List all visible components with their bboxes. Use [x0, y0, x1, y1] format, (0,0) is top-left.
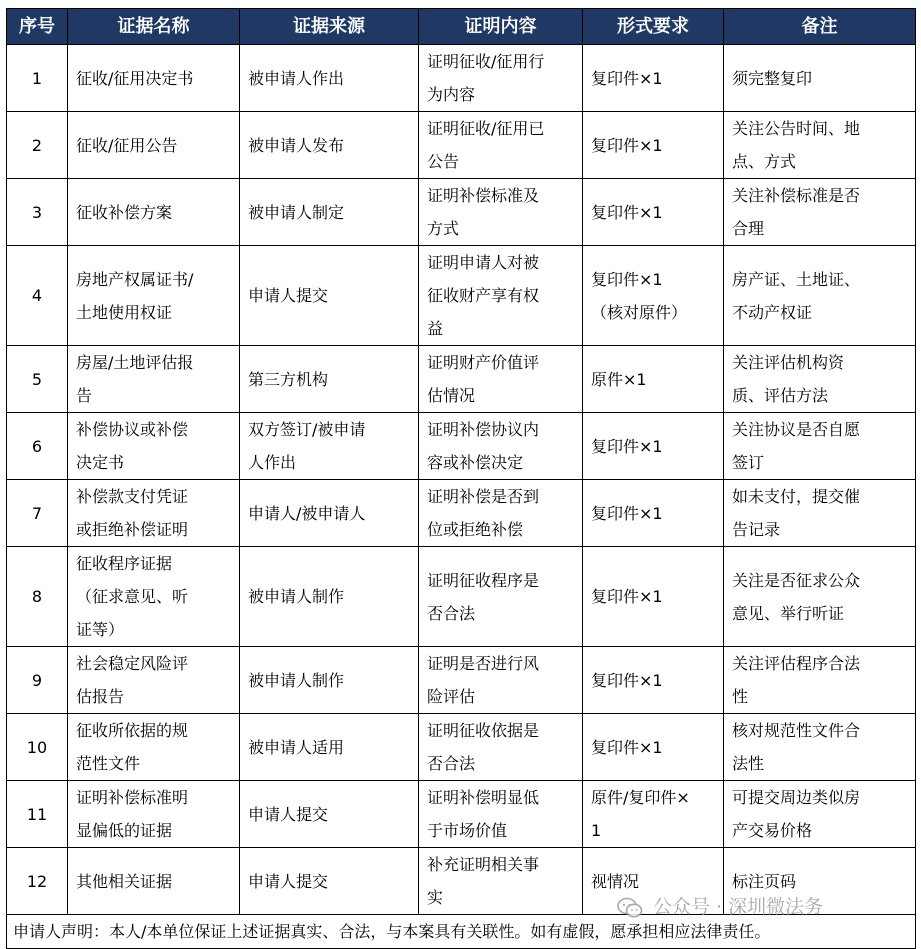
cell-proof-content-line: 证明征收程序是: [427, 570, 540, 590]
cell-index: 10: [7, 714, 68, 781]
cell-form-requirement-line: 复印件×1: [591, 68, 663, 88]
cell-evidence-name-line: 房屋/土地评估报: [76, 353, 194, 372]
cell-proof-content-line: 证明补偿是否到: [427, 487, 540, 506]
cell-proof-content: [419, 781, 583, 848]
cell-form-requirement-line: 复印件×1: [591, 436, 663, 456]
cell-proof-content-line: 否合法: [427, 754, 476, 773]
cell-remarks: [724, 246, 916, 346]
header-evidence-source: 证据来源: [240, 9, 419, 45]
cell-form-requirement: [583, 714, 724, 781]
cell-proof-content-line: 征收财产享有权: [427, 286, 540, 305]
cell-remarks-line: 如未支付，提交催: [732, 487, 861, 506]
cell-evidence-source-line: 人作出: [248, 453, 297, 472]
cell-proof-content: [419, 647, 583, 714]
cell-proof-content-line: 证明征收/征用行: [427, 52, 545, 71]
cell-evidence-name-line: 土地使用权证: [76, 302, 173, 322]
cell-remarks: [724, 480, 916, 547]
cell-evidence-name-line: 补偿款支付凭证: [76, 487, 189, 506]
cell-evidence-source: [240, 647, 419, 714]
cell-remarks-line: 意见、举行听证: [732, 603, 845, 623]
cell-form-requirement: [583, 45, 724, 112]
cell-evidence-source: [240, 179, 419, 246]
cell-evidence-source-line: 被申请人发布: [248, 135, 345, 155]
cell-evidence-source: [240, 848, 419, 915]
cell-proof-content: [419, 413, 583, 480]
cell-evidence-name: [68, 781, 240, 848]
cell-evidence-source-line: 申请人提交: [248, 286, 329, 305]
cell-evidence-name: [68, 480, 240, 547]
cell-index: 11: [7, 781, 68, 848]
cell-evidence-name: [68, 647, 240, 714]
header-remarks: 备注: [724, 9, 916, 45]
table-row: [7, 547, 916, 647]
cell-evidence-name-line: 其他相关证据: [76, 871, 173, 891]
cell-form-requirement: [583, 179, 724, 246]
cell-remarks-line: 标注页码: [732, 871, 797, 891]
cell-index: 3: [7, 179, 68, 246]
cell-evidence-name-line: 社会稳定风险评: [76, 654, 189, 673]
cell-evidence-source-line: 被申请人适用: [248, 737, 345, 757]
cell-proof-content-line: 益: [427, 319, 444, 338]
cell-evidence-source-line: 双方签订/被申请: [248, 420, 366, 439]
cell-remarks: [724, 547, 916, 647]
cell-proof-content: [419, 45, 583, 112]
cell-form-requirement: [583, 547, 724, 647]
cell-remarks: [724, 45, 916, 112]
cell-evidence-name-line: 征收程序证据: [76, 554, 173, 573]
cell-proof-content-line: 位或拒绝补偿: [427, 520, 524, 539]
cell-evidence-source-line: 被申请人制作: [248, 670, 345, 690]
cell-form-requirement: [583, 346, 724, 413]
cell-evidence-name: [68, 848, 240, 915]
cell-index: 8: [7, 547, 68, 647]
cell-remarks-line: 性: [732, 687, 749, 706]
cell-evidence-source: [240, 781, 419, 848]
cell-evidence-source-line: 申请人/被申请人: [248, 503, 366, 523]
table-header-row: [7, 9, 916, 45]
cell-evidence-name-line: 决定书: [76, 453, 125, 472]
cell-remarks-line: 关注补偿标准是否: [732, 186, 861, 205]
cell-remarks-line: 关注公告时间、地: [732, 119, 861, 138]
cell-index: 2: [7, 112, 68, 179]
cell-remarks: [724, 346, 916, 413]
cell-remarks-line: 不动产权证: [732, 302, 813, 322]
cell-evidence-name-line: 征收/征用决定书: [76, 68, 194, 88]
cell-proof-content: [419, 112, 583, 179]
cell-proof-content: [419, 179, 583, 246]
cell-evidence-name-line: 显偏低的证据: [76, 821, 173, 840]
cell-remarks-line: 关注协议是否自愿: [732, 420, 861, 439]
table-row: [7, 179, 916, 246]
table-row: [7, 714, 916, 781]
cell-index: 6: [7, 413, 68, 480]
cell-proof-content: [419, 346, 583, 413]
cell-evidence-name: [68, 547, 240, 647]
cell-evidence-name: [68, 112, 240, 179]
cell-proof-content-line: 为内容: [427, 85, 476, 104]
cell-proof-content-line: 补充证明相关事: [427, 855, 540, 874]
cell-proof-content-line: 证明征收/征用已: [427, 119, 545, 138]
header-evidence-name: 证据名称: [68, 9, 240, 45]
cell-evidence-source-line: 被申请人制定: [248, 202, 345, 222]
cell-form-requirement-line: 1: [591, 821, 602, 840]
cell-proof-content-line: 容或补偿决定: [427, 453, 524, 472]
evidence-table: [6, 8, 916, 949]
cell-remarks: [724, 112, 916, 179]
cell-evidence-source: [240, 112, 419, 179]
cell-form-requirement-line: 复印件×1: [591, 737, 663, 757]
cell-form-requirement-line: 复印件×1: [591, 202, 663, 222]
cell-proof-content-line: 险评估: [427, 687, 476, 706]
cell-remarks: [724, 179, 916, 246]
cell-index: 5: [7, 346, 68, 413]
table-row: [7, 112, 916, 179]
cell-remarks-line: 点、方式: [732, 152, 797, 171]
cell-form-requirement-line: （核对原件）: [591, 302, 688, 322]
cell-form-requirement: [583, 413, 724, 480]
cell-proof-content-line: 估情况: [427, 386, 476, 405]
cell-evidence-source-line: 被申请人作出: [248, 68, 345, 88]
cell-evidence-source-line: 申请人提交: [248, 804, 329, 824]
cell-remarks-line: 签订: [732, 453, 765, 472]
cell-proof-content-line: 否合法: [427, 603, 476, 623]
cell-evidence-source-line: 被申请人制作: [248, 587, 345, 606]
cell-index: 12: [7, 848, 68, 915]
cell-form-requirement: [583, 647, 724, 714]
cell-evidence-name-line: 补偿协议或补偿: [76, 420, 189, 439]
table-row: [7, 246, 916, 346]
cell-evidence-name-line: 征收补偿方案: [76, 202, 173, 222]
cell-evidence-source-line: 申请人提交: [248, 871, 329, 891]
cell-form-requirement: [583, 246, 724, 346]
cell-remarks: [724, 848, 916, 915]
cell-evidence-name-line: 范性文件: [76, 754, 141, 773]
cell-proof-content-line: 证明补偿标准及: [427, 186, 540, 205]
cell-proof-content-line: 实: [427, 888, 444, 907]
cell-remarks-line: 核对规范性文件合: [732, 721, 861, 740]
table-row: [7, 480, 916, 547]
cell-proof-content: [419, 547, 583, 647]
cell-proof-content: [419, 246, 583, 346]
cell-index: 7: [7, 480, 68, 547]
cell-remarks-line: 关注评估机构资: [732, 353, 845, 372]
table-row: [7, 848, 916, 915]
cell-evidence-name-line: 证等）: [76, 620, 125, 639]
cell-evidence-name: [68, 413, 240, 480]
cell-remarks: [724, 714, 916, 781]
cell-evidence-source-line: 第三方机构: [248, 369, 329, 389]
footer-row: [7, 915, 916, 949]
cell-remarks: [724, 647, 916, 714]
table-row: [7, 647, 916, 714]
cell-index: 1: [7, 45, 68, 112]
cell-evidence-source: [240, 45, 419, 112]
cell-proof-content-line: 证明是否进行风: [427, 654, 540, 673]
cell-remarks-line: 房产证、土地证、: [732, 269, 861, 289]
cell-evidence-source: [240, 413, 419, 480]
cell-evidence-name: [68, 346, 240, 413]
cell-form-requirement: [583, 112, 724, 179]
cell-evidence-source: [240, 547, 419, 647]
cell-evidence-source: [240, 246, 419, 346]
cell-proof-content-line: 证明财产价值评: [427, 353, 540, 372]
cell-remarks-line: 告记录: [732, 520, 781, 539]
cell-proof-content-line: 证明补偿明显低: [427, 788, 540, 807]
watermark-text: 公众号 · 深圳微法务: [653, 896, 824, 918]
cell-evidence-name-line: 告: [76, 386, 93, 405]
cell-form-requirement-line: 复印件×1: [591, 670, 663, 690]
cell-form-requirement: [583, 480, 724, 547]
table-row: [7, 346, 916, 413]
cell-proof-content: [419, 714, 583, 781]
cell-remarks-line: 可提交周边类似房: [732, 788, 861, 807]
cell-form-requirement-line: 视情况: [591, 871, 640, 891]
cell-evidence-source: [240, 346, 419, 413]
cell-form-requirement-line: 复印件×1: [591, 503, 663, 523]
cell-evidence-name-line: 房地产权属证书/: [76, 269, 194, 289]
cell-form-requirement-line: 原件/复印件×: [591, 788, 690, 807]
cell-proof-content-line: 公告: [427, 152, 460, 171]
cell-proof-content-line: 方式: [427, 219, 460, 238]
table-row: [7, 413, 916, 480]
cell-remarks-line: 法性: [732, 754, 765, 773]
cell-proof-content: [419, 480, 583, 547]
table-body: [7, 45, 916, 949]
cell-form-requirement-line: 复印件×1: [591, 269, 663, 289]
header-form-requirement: 形式要求: [583, 9, 724, 45]
cell-evidence-name: [68, 179, 240, 246]
cell-remarks-line: 质、评估方法: [732, 386, 829, 405]
applicant-declaration: 申请人声明：本人/本单位保证上述证据真实、合法，与本案具有关联性。如有虚假，愿承担相应法律责任。: [7, 915, 916, 949]
cell-remarks: [724, 781, 916, 848]
cell-form-requirement-line: 原件×1: [591, 369, 647, 389]
cell-evidence-name: [68, 714, 240, 781]
cell-form-requirement: [583, 781, 724, 848]
cell-evidence-source: [240, 480, 419, 547]
cell-remarks-line: 合理: [732, 219, 765, 238]
cell-remarks-line: 关注是否征求公众: [732, 570, 861, 590]
cell-form-requirement-line: 复印件×1: [591, 135, 663, 155]
header-index: 序号: [7, 9, 68, 45]
cell-evidence-name-line: （征求意见、听: [76, 587, 189, 606]
cell-form-requirement: [583, 848, 724, 915]
cell-proof-content-line: 证明申请人对被: [427, 253, 540, 272]
cell-proof-content-line: 于市场价值: [427, 821, 508, 840]
cell-index: 9: [7, 647, 68, 714]
table-row: [7, 45, 916, 112]
cell-proof-content: [419, 848, 583, 915]
cell-evidence-name-line: 征收所依据的规: [76, 721, 189, 740]
cell-proof-content-line: 证明征收依据是: [427, 721, 540, 740]
cell-remarks: [724, 413, 916, 480]
cell-evidence-name: [68, 45, 240, 112]
cell-evidence-source: [240, 714, 419, 781]
header-proof-content: 证明内容: [419, 9, 583, 45]
cell-evidence-name-line: 或拒绝补偿证明: [76, 520, 189, 539]
cell-evidence-name: [68, 246, 240, 346]
cell-proof-content-line: 证明补偿协议内: [427, 420, 540, 439]
cell-evidence-name-line: 估报告: [76, 687, 125, 706]
cell-remarks-line: 关注评估程序合法: [732, 654, 861, 673]
cell-form-requirement-line: 复印件×1: [591, 587, 663, 606]
cell-index: 4: [7, 246, 68, 346]
cell-remarks-line: 须完整复印: [732, 68, 813, 88]
cell-remarks-line: 产交易价格: [732, 821, 813, 840]
cell-evidence-name-line: 征收/征用公告: [76, 135, 178, 155]
cell-evidence-name-line: 证明补偿标准明: [76, 788, 189, 807]
table-row: [7, 781, 916, 848]
